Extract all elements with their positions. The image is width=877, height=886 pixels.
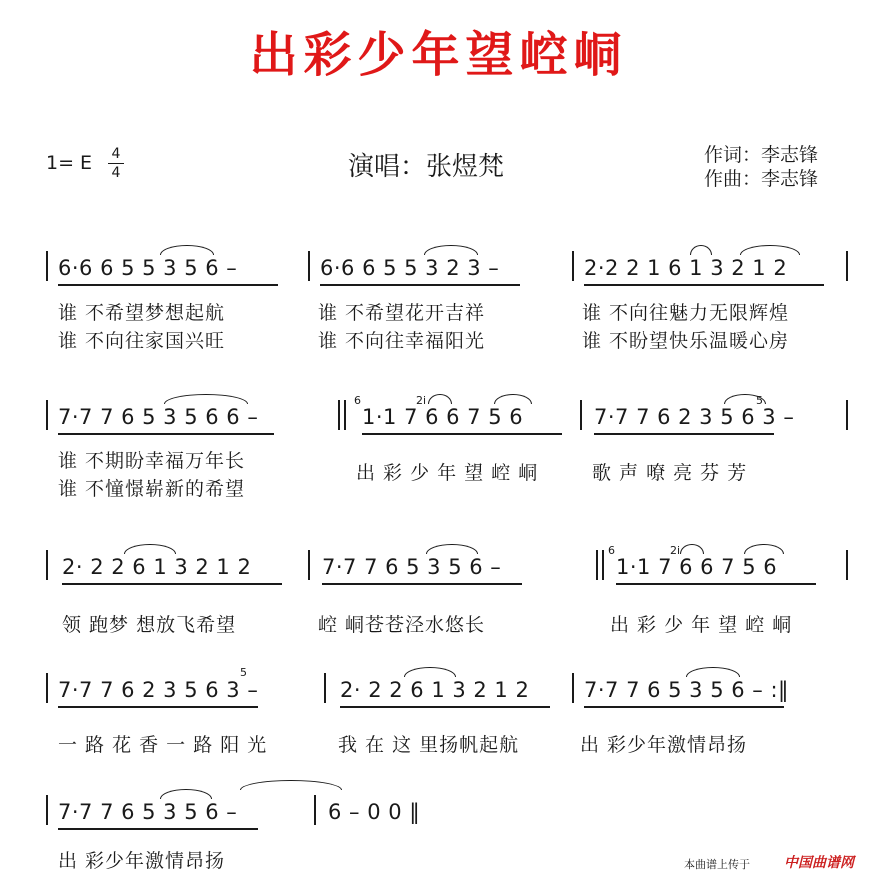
- lyric-line: 领 跑梦 想放飞希望: [62, 614, 237, 636]
- measure-notes: 7·7 7 6 5 3 5 6 –: [322, 555, 502, 579]
- underline: [320, 284, 520, 286]
- barline: [308, 251, 310, 281]
- underline: [616, 583, 816, 585]
- slur: [690, 245, 712, 255]
- slur: [740, 245, 800, 255]
- measure-notes: 6 – 0 0 ‖: [328, 800, 421, 824]
- slur: [124, 544, 176, 554]
- barline: [580, 400, 582, 430]
- barline: [46, 795, 48, 825]
- barline: [46, 251, 48, 281]
- slur: [680, 544, 704, 554]
- lyricist-credit: 作词：李志锋: [704, 144, 819, 166]
- underline: [322, 583, 522, 585]
- song-title: 出彩少年望崆峒: [249, 27, 628, 83]
- lyric-line: 谁 不期盼幸福万年长: [58, 450, 246, 472]
- slur: [744, 544, 784, 554]
- lyric-line: 谁 不憧憬崭新的希望: [58, 478, 246, 500]
- measure-notes: 7·7 7 6 5 3 5 6 –: [58, 800, 238, 824]
- lyric-line: 崆 峒苍苍泾水悠长: [318, 614, 486, 636]
- slur: [428, 394, 452, 404]
- grace-note: 6: [608, 544, 615, 557]
- measure-notes: 6·6 6 5 5 3 2 3 –: [320, 256, 500, 280]
- slur: [164, 394, 248, 404]
- key-signature: 1= E: [46, 152, 93, 174]
- lyric-line: 出 彩 少 年 望 崆 峒: [356, 462, 539, 484]
- barline: [46, 550, 48, 580]
- barline: [846, 400, 848, 430]
- underline: [58, 828, 258, 830]
- underline: [58, 433, 274, 435]
- measure-notes: 1·1 7 6 6 7 5 6: [362, 405, 524, 429]
- measure-notes: 7·7 7 6 2 3 5 6 3 –: [58, 678, 259, 702]
- underline: [62, 583, 282, 585]
- lyric-line: 谁 不盼望快乐温暖心房: [582, 330, 790, 352]
- underline: [58, 284, 278, 286]
- lyric-line: 谁 不希望花开吉祥: [318, 302, 486, 324]
- slur: [160, 245, 214, 255]
- lyric-line: 出 彩少年激情昂扬: [580, 734, 748, 756]
- measure-notes: 7·7 7 6 5 3 5 6 – :‖: [584, 678, 790, 702]
- site-logo[interactable]: 中国曲谱网: [784, 855, 854, 871]
- measure-notes: 6·6 6 5 5 3 5 6 –: [58, 256, 238, 280]
- lyric-line: 谁 不向往幸福阳光: [318, 330, 486, 352]
- underline: [584, 284, 824, 286]
- slur: [494, 394, 532, 404]
- grace-note: 6: [354, 394, 361, 407]
- lyric-line: 歌 声 嘹 亮 芬 芳: [592, 462, 748, 484]
- barline: [308, 550, 310, 580]
- measure-notes: 7·7 7 6 2 3 5 6 3 –: [594, 405, 795, 429]
- slur: [426, 544, 478, 554]
- lyric-line: 谁 不向往魅力无限辉煌: [582, 302, 790, 324]
- measure-notes: 1·1 7 6 6 7 5 6: [616, 555, 778, 579]
- underline: [594, 433, 774, 435]
- lyric-line: 一 路 花 香 一 路 阳 光: [58, 734, 268, 756]
- barline: [572, 251, 574, 281]
- slur: [686, 667, 740, 677]
- barline: [46, 400, 48, 430]
- barline: [602, 550, 604, 580]
- grace-note: 5: [240, 666, 247, 679]
- barline: [324, 673, 326, 703]
- slur: [160, 789, 212, 799]
- grace-note: 2i: [670, 544, 681, 557]
- barline: [46, 673, 48, 703]
- underline: [362, 433, 562, 435]
- time-signature: [108, 146, 124, 181]
- measure-notes: 2·2 2 1 6 1 3 2 1 2: [584, 256, 788, 280]
- measure-notes: 2· 2 2 6 1 3 2 1 2: [340, 678, 530, 702]
- time-bottom: 4: [111, 165, 121, 181]
- barline: [596, 550, 598, 580]
- lyric-line: 我 在 这 里扬帆起航: [338, 734, 520, 756]
- barline: [846, 550, 848, 580]
- barline: [338, 400, 340, 430]
- grace-note: 5: [756, 394, 763, 407]
- lyric-line: 谁 不希望梦想起航: [58, 302, 226, 324]
- singer-credit: 演唱：张煜梵: [348, 152, 505, 182]
- measure-notes: 2· 2 2 6 1 3 2 1 2: [62, 555, 252, 579]
- measure-notes: 7·7 7 6 5 3 5 6 6 –: [58, 405, 259, 429]
- slur: [404, 667, 456, 677]
- slur: [240, 780, 342, 790]
- barline: [314, 795, 316, 825]
- underline: [340, 706, 550, 708]
- time-top: 4: [111, 146, 121, 162]
- grace-note: 2i: [416, 394, 427, 407]
- barline: [846, 251, 848, 281]
- lyric-line: 出 彩少年激情昂扬: [58, 850, 226, 872]
- underline: [584, 706, 784, 708]
- lyric-line: 谁 不向往家国兴旺: [58, 330, 226, 352]
- slur: [424, 245, 478, 255]
- barline: [344, 400, 346, 430]
- composer-credit: 作曲：李志锋: [704, 168, 819, 190]
- lyric-line: 出 彩 少 年 望 崆 峒: [610, 614, 793, 636]
- barline: [572, 673, 574, 703]
- upload-note: 本曲谱上传于: [684, 858, 750, 871]
- underline: [58, 706, 258, 708]
